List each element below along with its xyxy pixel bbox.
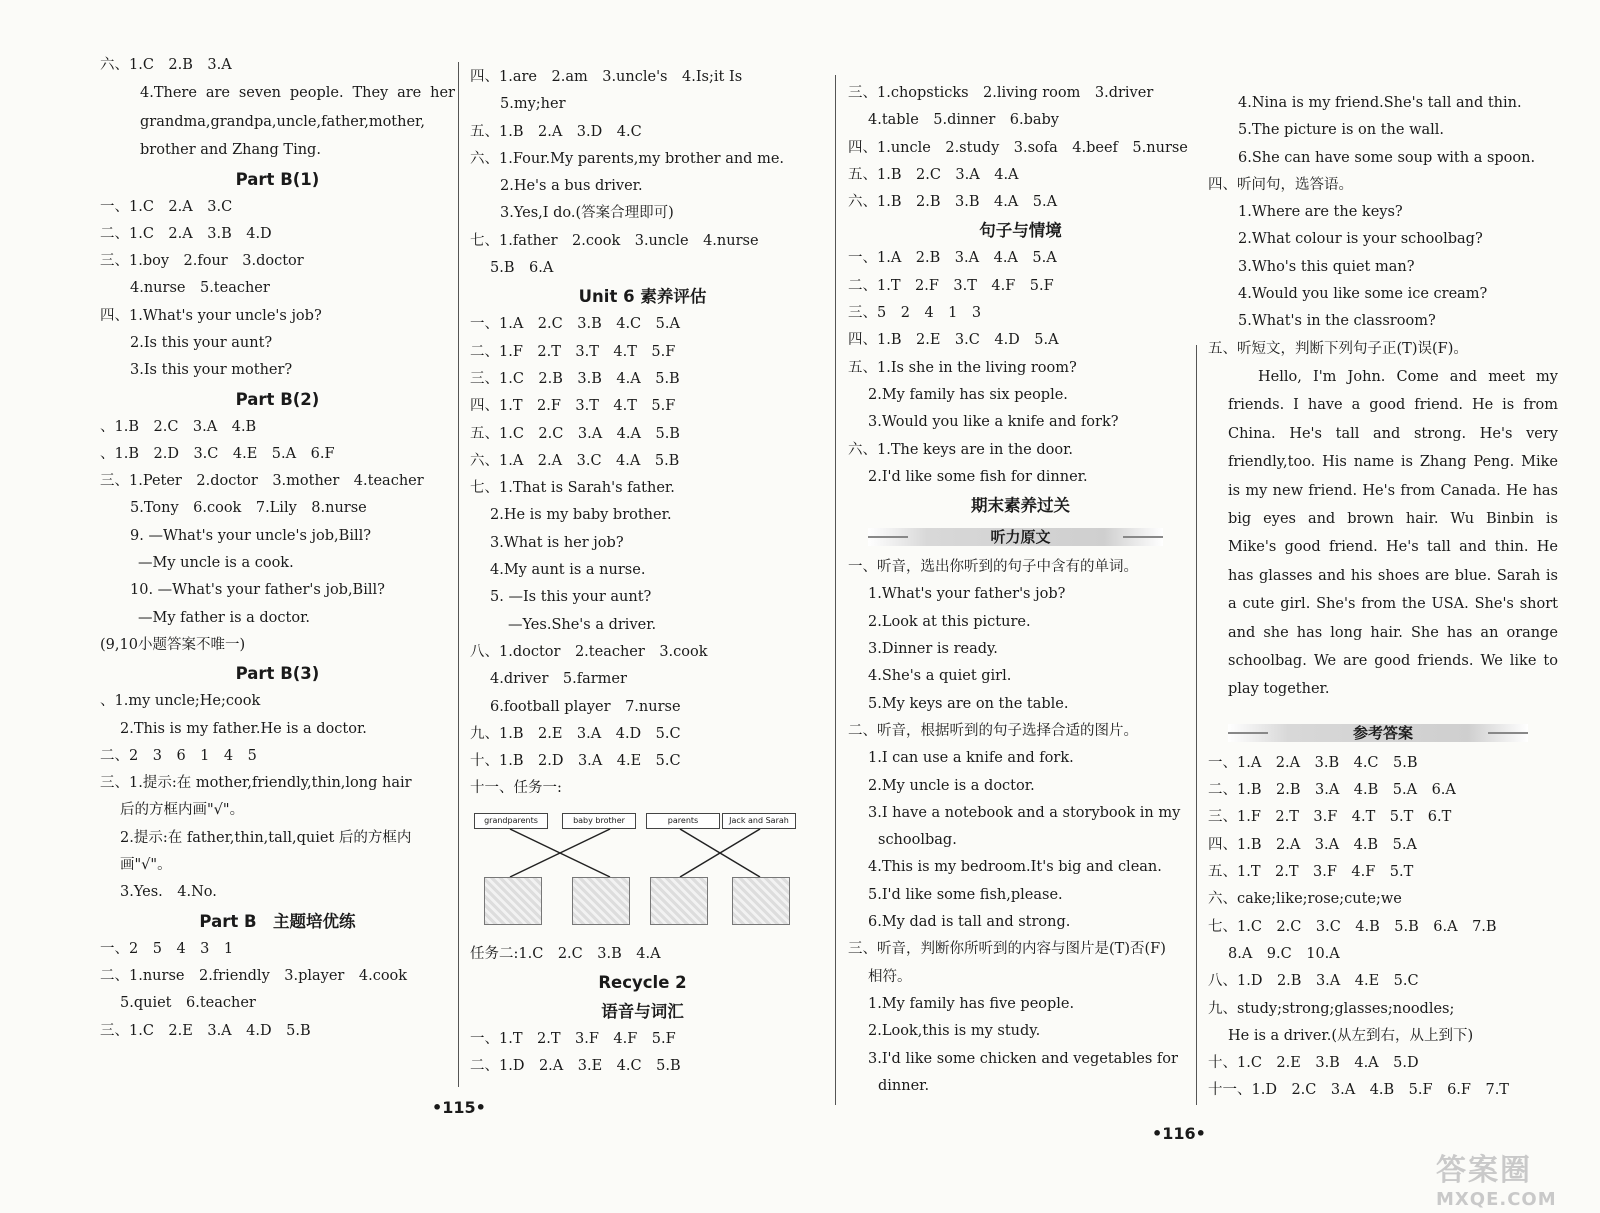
answer-line: 后的方框内画"√"。 [120,802,245,819]
answer-line: 2.He is my baby brother. [490,507,672,524]
answer-line: He is a driver.(从左到右，从上到下) [1228,1027,1474,1044]
watermark-text: 答案圈 [1436,1153,1532,1188]
answer-line: 五、1.T 2.T 3.F 4.F 5.T [1208,864,1414,881]
answer-line: 三、听音，判断你所听到的内容与图片是(T)否(F) [848,941,1166,958]
answer-line: 六、1.C 2.B 3.A [100,57,232,73]
section-heading: Part B(2) [235,389,320,409]
answer-line: 4.driver 5.farmer [490,671,627,688]
answer-line: 二、1.B 2.B 3.A 4.B 5.A 6.A [1208,782,1456,799]
answer-line: 2.This is my father.He is a doctor. [120,720,367,737]
answer-line: 六、cake;like;rose;cute;we [1208,891,1402,908]
answer-line: 三、1.chopsticks 2.living room 3.driver [848,85,1154,101]
divider-center [835,75,836,1105]
answer-line: 十、1.B 2.D 3.A 4.E 5.C [470,753,681,770]
answer-line: 六、1.B 2.B 3.B 4.A 5.A [848,194,1058,211]
section-subheading: 语音与词汇 [601,1002,684,1022]
answer-line: 四、1.are 2.am 3.uncle's 4.Is;it Is [470,69,743,85]
page-number-right: •116• [1152,1124,1206,1143]
answer-line: 一、1.C 2.A 3.C [100,198,233,215]
section-heading: 句子与情境 [979,221,1062,241]
answer-line: 3.Dinner is ready. [868,641,998,658]
answer-line: 三、1.提示:在 mother,friendly,thin,long hair [100,775,412,792]
answer-column-4 [1208,90,1558,1105]
answer-line: 6.My dad is tall and strong. [868,914,1071,931]
answer-line: 、1.B 2.C 3.A 4.B [100,418,257,435]
answer-line: 3.Yes. 4.No. [120,884,217,901]
answer-line: 4.nurse 5.teacher [130,280,270,297]
figure-picture [732,877,790,925]
figure-picture [484,877,542,925]
answer-line: 5.The picture is on the wall. [1238,122,1445,139]
banner-title: 参考答案 [1352,723,1413,742]
answer-line: 1.Where are the keys? [1238,204,1403,221]
answer-line: 二、听音，根据听到的句子选择合适的图片。 [848,722,1138,739]
answer-line: 5. —Is this your aunt? [490,589,652,606]
answer-line: 五、听短文，判断下列句子正(T)误(F)。 [1208,340,1468,357]
answer-column-3 [848,80,1193,1100]
answer-line: 四、听问句，选答语。 [1208,176,1353,193]
answer-line: schoolbag. [878,832,957,849]
section-heading: Part B(1) [235,169,320,189]
answer-line: 4.This is my bedroom.It's big and clean. [868,859,1162,876]
answer-line: 5.B 6.A [490,260,554,277]
answer-line: 一、1.A 2.A 3.B 4.C 5.B [1208,754,1418,771]
answer-line: 五、1.C 2.C 3.A 4.A 5.B [470,425,680,442]
answer-line: 四、1.What's your uncle's job? [100,307,322,324]
divider-left [458,62,459,1087]
answer-line: 二、1.nurse 2.friendly 3.player 4.cook [100,967,408,984]
answer-line: 5.Tony 6.cook 7.Lily 8.nurse [130,500,367,517]
answer-line: 2.Look at this picture. [868,613,1031,630]
answer-line: 3.Who's this quiet man? [1238,258,1415,275]
figure-label: parents [646,813,720,829]
answer-line: 五、1.B 2.C 3.A 4.A [848,166,1019,183]
answer-line: 9. —What's your uncle's job,Bill? [130,527,372,544]
section-heading: Part B(3) [235,664,320,684]
answer-line: 3.I'd like some chicken and vegetables for [868,1050,1178,1067]
watermark-url: MXQE.COM [1436,1189,1557,1210]
answer-line: 4.Nina is my friend.She's tall and thin. [1238,95,1522,111]
answer-line: 六、1.Four.My parents,my brother and me. [470,150,785,167]
answer-line: 、1.my uncle;He;cook [100,693,261,710]
answer-line: 4.table 5.dinner 6.baby [868,112,1059,129]
answer-line: 2.What colour is your schoolbag? [1238,231,1483,248]
answer-column-1 [100,52,455,1045]
answer-line: 十、1.C 2.E 3.B 4.A 5.D [1208,1055,1419,1072]
page-number-left: •115• [432,1098,486,1117]
answer-line: 5.My keys are on the table. [868,695,1069,712]
answer-line: 1.What's your father's job? [868,586,1066,603]
answer-line: 2.My family has six people. [868,386,1068,403]
figure-label: Jack and Sarah [722,813,796,829]
answer-line: dinner. [878,1077,930,1094]
answer-line: 七、1.C 2.C 3.C 4.B 5.B 6.A 7.B [1208,918,1497,935]
answer-line: 三、5 2 4 1 3 [848,305,982,322]
answer-line: 一、1.A 2.B 3.A 4.A 5.A [848,250,1057,267]
figure-label: grandparents [474,813,548,829]
answer-line: 3.What is her job? [490,534,624,551]
answer-line: 三、1.F 2.T 3.F 4.T 5.T 6.T [1208,809,1452,826]
answer-line: 4.Would you like some ice cream? [1238,286,1488,303]
answer-line: 8.A 9.C 10.A [1228,945,1340,962]
section-heading: Unit 6 素养评估 [578,287,707,307]
answer-line: 3.Yes,I do.(答案合理即可) [500,205,674,222]
answer-line: 5.I'd like some fish,please. [868,886,1063,903]
answer-line: 4.She's a quiet girl. [868,668,1012,685]
watermark-logo [1436,1145,1586,1210]
answer-line: 3.Would you like a knife and fork? [868,414,1119,431]
answer-line: 画"√"。 [120,857,172,874]
answer-line: 九、study;strong;glasses;noodles; [1208,1000,1455,1017]
answer-line: 二、1.T 2.F 3.T 4.F 5.F [848,277,1054,294]
answer-line: 九、1.B 2.E 3.A 4.D 5.C [470,725,681,742]
section-heading: Recycle 2 [598,973,687,993]
answer-line: 任务二:1.C 2.C 3.B 4.A [470,945,661,962]
answer-line: 十一、1.D 2.C 3.A 4.B 5.F 6.F 7.T [1208,1082,1509,1099]
answer-line: 二、1.D 2.A 3.E 4.C 5.B [470,1058,681,1075]
answer-line: —My father is a doctor. [138,609,311,626]
answer-line: 2.Look,this is my study. [868,1023,1041,1040]
answer-column-2 [470,64,815,1081]
answer-line: 三、1.C 2.E 3.A 4.D 5.B [100,1022,311,1039]
answer-line: 一、听音，选出你听到的句子中含有的单词。 [848,559,1138,576]
divider-right [1196,345,1197,1105]
answer-line: 2.My uncle is a doctor. [868,777,1035,794]
answer-line: 一、1.T 2.T 3.F 4.F 5.F [470,1031,676,1048]
answer-line: 1.My family has five people. [868,995,1075,1012]
banner-title: 听力原文 [990,528,1051,547]
answer-line: 相符。 [868,968,912,985]
answer-paragraph: 4.There are seven people. They are her grandma,grandpa,uncle,father,mother, brother and Zhang Ting. [140,85,455,159]
figure-picture [572,877,630,925]
answer-line: 七、1.father 2.cook 3.uncle 4.nurse [470,232,759,249]
answer-line: 2.Is this your aunt? [130,335,273,351]
answer-line: 五、1.Is she in the living room? [848,359,1077,376]
answer-line: 十一、任务一: [470,780,562,797]
matching-figure [470,805,815,937]
answer-line: 2.I'd like some fish for dinner. [868,468,1088,485]
answer-line: 三、1.C 2.B 3.B 4.A 5.B [470,370,680,387]
answer-line: 5.quiet 6.teacher [120,995,256,1012]
answer-line: 5.my;her [500,96,566,113]
answer-line: 三、1.Peter 2.doctor 3.mother 4.teacher [100,473,424,490]
answer-line: 3.Is this your mother? [130,362,293,379]
answer-line: 6.football player 7.nurse [490,698,681,715]
answer-line: 八、1.D 2.B 3.A 4.E 5.C [1208,973,1419,990]
answer-line: 八、1.doctor 2.teacher 3.cook [470,643,708,660]
answer-line: 四、1.B 2.E 3.C 4.D 5.A [848,332,1059,349]
answer-line: 5.What's in the classroom? [1238,313,1436,330]
answer-line: —Yes.She's a driver. [508,616,657,633]
answer-line: 4.My aunt is a nurse. [490,562,646,579]
answer-line: 六、1.The keys are in the door. [848,441,1074,458]
section-banner [1208,718,1558,748]
answer-line: 1.I can use a knife and fork. [868,750,1074,767]
answer-line: 10. —What's your father's job,Bill? [130,582,385,599]
answer-line: 二、1.F 2.T 3.T 4.T 5.F [470,343,676,360]
listening-passage: Hello, I'm John. Come and meet my friends. I have a good friend. He is from China. He's tall and strong. He's very friendly,too. His name is Zhang Peng. Mike is my new friend. He's from Canada. He has big eyes and brown hair. Wu Binbin is Mike's good friend. He's tall and thin. He has glasses and his shoes are blue. Sarah is a cute girl. She's from the USA. She's short and she has long hair. She has an orange schoolbag. We are good friends. We like to play together. [1228,368,1558,698]
section-heading: Part B 主题培优练 [199,911,356,931]
figure-label: baby brother [562,813,636,829]
answer-line: 七、1.That is Sarah's father. [470,480,675,497]
figure-picture [650,877,708,925]
answer-line: 二、2 3 6 1 4 5 [100,747,257,764]
answer-line: 2.He's a bus driver. [500,178,643,195]
section-heading: 期末素养过关 [971,496,1070,516]
answer-line: 五、1.B 2.A 3.D 4.C [470,123,642,140]
answer-line: 3.I have a notebook and a storybook in my [868,804,1181,821]
answer-line: —My uncle is a cook. [138,555,294,572]
answer-line: 四、1.T 2.F 3.T 4.T 5.F [470,398,676,415]
answer-line: 一、2 5 4 3 1 [100,940,234,957]
answer-line: 三、1.boy 2.four 3.doctor [100,253,304,270]
answer-line: 二、1.C 2.A 3.B 4.D [100,225,272,242]
answer-line: 四、1.B 2.A 3.A 4.B 5.A [1208,836,1417,853]
answer-line: 四、1.uncle 2.study 3.sofa 4.beef 5.nurse [848,139,1188,156]
answer-line: 2.提示:在 father,thin,tall,quiet 后的方框内 [120,829,412,846]
answer-line: 6.She can have some soup with a spoon. [1238,149,1536,166]
answer-line: 、1.B 2.D 3.C 4.E 5.A 6.F [100,445,335,462]
answer-line: 一、1.A 2.C 3.B 4.C 5.A [470,316,680,333]
answer-note: (9,10小题答案不唯一) [100,636,246,653]
section-banner [848,522,1193,552]
answer-line: 六、1.A 2.A 3.C 4.A 5.B [470,452,680,469]
